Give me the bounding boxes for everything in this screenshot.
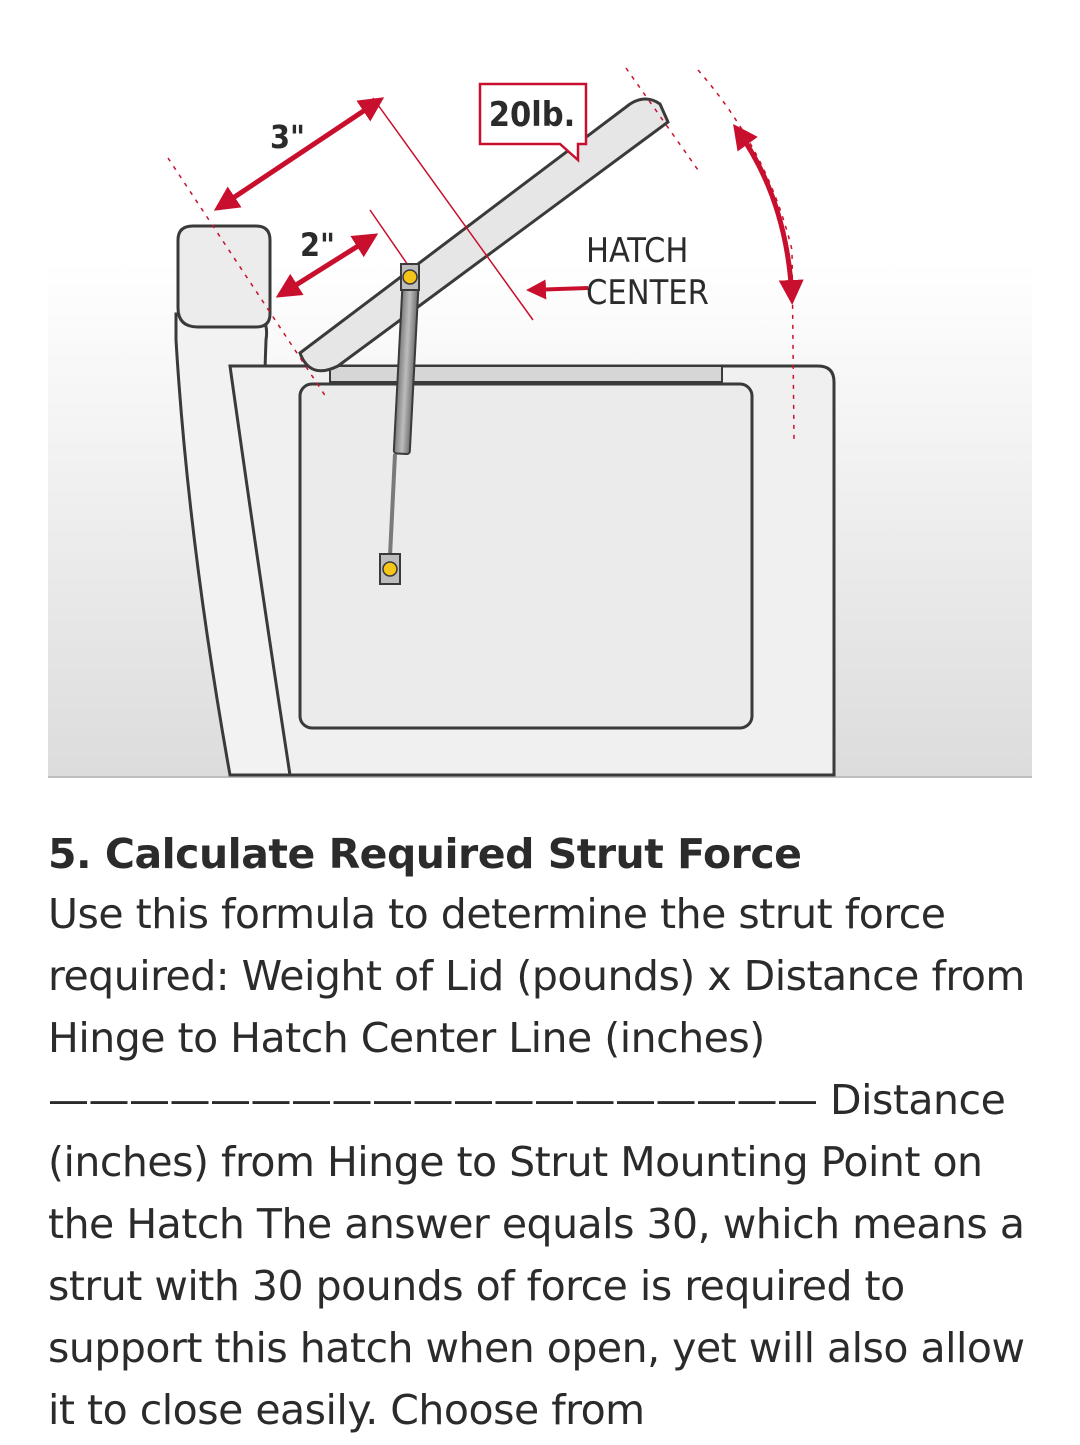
hatch-frame-lip [330, 366, 722, 382]
dim-inner-label: 2" [300, 226, 336, 264]
instructions-section [48, 830, 1032, 1441]
weight-label: 20lb. [488, 95, 576, 135]
hatch-center-label-line2: CENTER [586, 273, 709, 313]
dim-outer-label: 3" [270, 118, 306, 156]
cabinet-left-cap [178, 226, 270, 327]
hatch-opening [300, 384, 752, 728]
strut-force-diagram [48, 40, 1032, 780]
section-title: 5. Calculate Required Strut Force [48, 830, 802, 878]
hatch-center-label-line1: HATCH [586, 231, 689, 271]
section-body: Use this formula to determine the strut force required: Weight of Lid (pounds) x Distance from Hinge to Hatch Center Line (inches) ——————————————————— Distance (inches) from Hinge to Strut Mounting Point on the Hatch The answer equals 30, which means a strut with 30 pounds of force is required to support this hatch when open, yet will also allow it to close easily. Choose from [48, 890, 1025, 1435]
